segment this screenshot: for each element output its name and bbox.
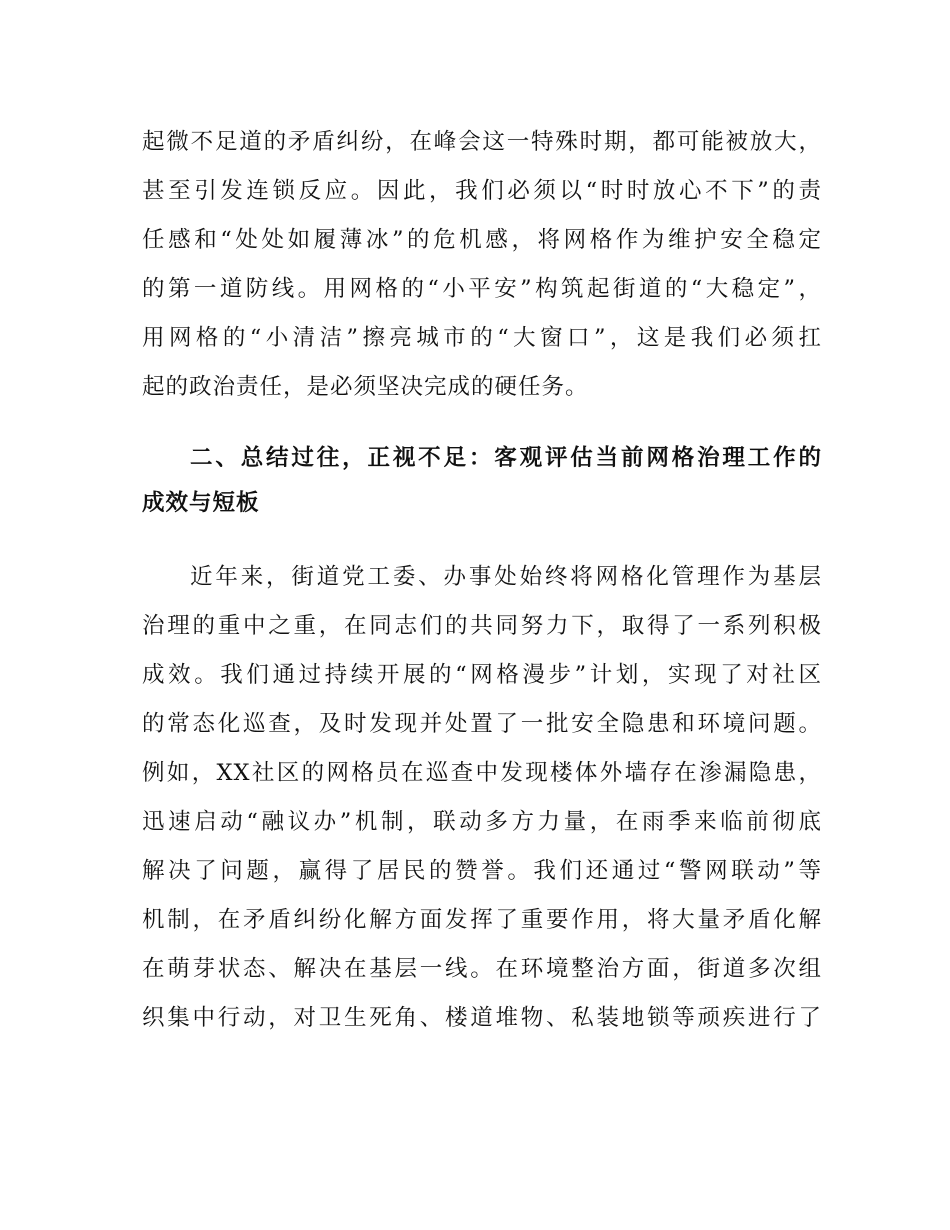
paragraph-body — [142, 553, 822, 1043]
text-line: 起微不足道的矛盾纠纷，在峰会这一特殊时期，都可能被放大， — [142, 129, 822, 155]
text-line: 用网格的“小清洁”擦亮城市的“大窗口”，这是我们必须扛 — [142, 325, 822, 351]
text-line: 成效。我们通过持续开展的“网格漫步”计划，实现了对社区 — [142, 662, 822, 688]
text-line: 甚至引发连锁反应。因此，我们必须以“时时放心不下”的责 — [142, 178, 822, 204]
text-line: 解决了问题，赢得了居民的赞誉。我们还通过“警网联动”等 — [142, 858, 822, 884]
heading-line: 二、总结过往，正视不足：客观评估当前网格治理工作的 — [190, 445, 822, 471]
text-line: 迅速启动“融议办”机制，联动多方力量，在雨季来临前彻底 — [142, 809, 822, 835]
text-line: 的常态化巡查，及时发现并处置了一批安全隐患和环境问题。 — [142, 711, 822, 737]
heading-line: 成效与短板 — [142, 490, 260, 516]
text-line: 机制，在矛盾纠纷化解方面发挥了重要作用，将大量矛盾化解 — [142, 907, 822, 933]
section-heading — [142, 436, 822, 526]
text-line: 例如，XX社区的网格员在巡查中发现楼体外墙存在渗漏隐患， — [142, 760, 822, 786]
text-line: 近年来，街道党工委、办事处始终将网格化管理作为基层 — [190, 564, 822, 590]
text-line: 任感和“处处如履薄冰”的危机感，将网格作为维护安全稳定 — [142, 227, 822, 253]
text-line: 在萌芽状态、解决在基层一线。在环境整治方面，街道多次组 — [142, 956, 822, 982]
text-line: 治理的重中之重，在同志们的共同努力下，取得了一系列积极 — [142, 613, 822, 639]
document-body — [142, 118, 822, 1043]
paragraph-continuation — [142, 118, 822, 412]
text-line: 的第一道防线。用网格的“小平安”构筑起街道的“大稳定”， — [142, 276, 822, 302]
text-line: 织集中行动，对卫生死角、楼道堆物、私装地锁等顽疾进行了 — [142, 1005, 822, 1031]
text-line: 起的政治责任，是必须坚决完成的硬任务。 — [142, 374, 589, 400]
